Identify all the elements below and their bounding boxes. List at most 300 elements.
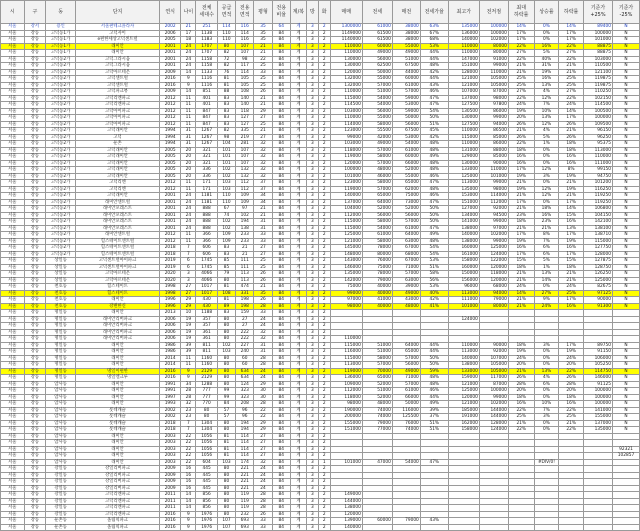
table-cell[interactable]: 87000 — [479, 89, 508, 96]
table-cell[interactable]: N — [612, 186, 639, 193]
table-cell[interactable]: 64000 — [362, 199, 392, 206]
table-cell[interactable]: 101 — [217, 154, 235, 161]
table-cell[interactable]: 2006 — [159, 329, 180, 336]
table-cell[interactable]: 고덕아르테온 — [76, 277, 160, 284]
table-cell[interactable]: 3 — [306, 316, 318, 323]
table-cell[interactable]: 139000 — [330, 518, 362, 525]
table-cell[interactable]: 서울 — [1, 108, 25, 115]
table-cell[interactable]: 12% — [534, 167, 559, 174]
table-cell[interactable]: 55500 — [362, 128, 392, 135]
table-cell[interactable]: 래미안 — [76, 297, 160, 304]
table-cell[interactable]: 68% — [420, 37, 448, 44]
table-cell[interactable]: 강동 — [24, 303, 45, 310]
table-cell[interactable]: 강동 — [24, 238, 45, 245]
table-cell[interactable]: 강동 — [24, 115, 45, 122]
table-cell[interactable]: 4066 — [196, 271, 217, 278]
table-cell[interactable]: 96000 — [448, 284, 479, 291]
table-cell[interactable]: N — [612, 102, 639, 109]
table-cell[interactable]: 160000 — [448, 264, 479, 271]
table-cell[interactable]: 2 — [318, 323, 330, 330]
table-cell[interactable]: 3 — [306, 167, 318, 174]
table-cell[interactable]: 3 — [306, 381, 318, 388]
table-cell[interactable]: 50000 — [392, 115, 420, 122]
table-cell[interactable]: 2 — [318, 414, 330, 421]
table-cell[interactable]: 90000 — [479, 342, 508, 349]
table-cell[interactable]: 22% — [559, 43, 584, 50]
table-cell[interactable]: 18% — [559, 147, 584, 154]
table-cell[interactable]: 35 — [254, 290, 272, 297]
table-cell[interactable]: 서울 — [1, 394, 25, 401]
table-cell[interactable]: 계 — [290, 303, 306, 310]
table-cell[interactable]: 계 — [290, 95, 306, 102]
table-cell[interactable]: 18 — [181, 37, 196, 44]
table-cell[interactable]: N — [612, 349, 639, 356]
table-cell[interactable]: 51% — [420, 427, 448, 434]
table-cell[interactable]: 2 — [318, 141, 330, 148]
table-cell[interactable]: 62000 — [392, 186, 420, 193]
table-cell[interactable]: 2 — [318, 498, 330, 505]
table-cell[interactable]: 15% — [559, 212, 584, 219]
table-cell[interactable]: 72 — [217, 56, 235, 63]
table-cell[interactable]: 1991 — [159, 381, 180, 388]
table-cell[interactable]: 계 — [290, 277, 306, 284]
table-cell[interactable]: 28% — [508, 381, 534, 388]
table-cell[interactable]: 2006 — [159, 30, 180, 37]
table-cell[interactable]: 둔촌동 — [46, 524, 76, 531]
table-cell[interactable]: N — [612, 284, 639, 291]
table-cell[interactable]: N — [612, 245, 639, 252]
table-cell[interactable]: 31 — [181, 134, 196, 141]
table-cell[interactable]: 19% — [508, 238, 534, 245]
table-cell[interactable]: 21% — [508, 271, 534, 278]
table-cell[interactable]: 암사동 — [46, 420, 76, 427]
table-cell[interactable]: 118 — [236, 108, 254, 115]
table-cell[interactable]: 계 — [290, 349, 306, 356]
table-cell[interactable]: 3 — [306, 173, 318, 180]
table-cell[interactable]: 53% — [420, 258, 448, 265]
table-cell[interactable]: 1976 — [196, 524, 217, 531]
table-cell[interactable]: 2 — [318, 238, 330, 245]
table-cell[interactable]: 888 — [196, 225, 217, 232]
table-cell[interactable]: 고덕동2가 — [46, 95, 76, 102]
table-cell[interactable]: 3% — [534, 414, 559, 421]
table-cell[interactable]: 44% — [420, 394, 448, 401]
table-cell[interactable]: 194 — [236, 427, 254, 434]
table-cell[interactable]: 27 — [236, 316, 254, 323]
table-cell[interactable]: 24 — [181, 206, 196, 213]
table-cell[interactable]: 3 — [306, 206, 318, 213]
table-cell[interactable]: 계 — [290, 453, 306, 460]
table-cell[interactable]: 계 — [290, 492, 306, 499]
table-cell[interactable]: 2 — [318, 368, 330, 375]
table-cell[interactable]: 75000 — [330, 284, 362, 291]
table-cell[interactable]: 상일동 — [46, 271, 76, 278]
table-cell[interactable]: 84 — [272, 297, 290, 304]
table-cell[interactable]: 52000 — [392, 206, 420, 213]
table-cell[interactable]: 고덕동2가 — [46, 121, 76, 128]
table-cell[interactable]: 48% — [420, 141, 448, 148]
table-cell[interactable]: 401 — [196, 102, 217, 109]
column-header[interactable]: 계/복 — [290, 1, 306, 24]
table-cell[interactable]: 3 — [306, 284, 318, 291]
table-cell[interactable]: 84 — [272, 498, 290, 505]
table-cell[interactable]: N — [612, 128, 639, 135]
table-cell[interactable]: 84 — [272, 180, 290, 187]
table-cell[interactable]: 계 — [290, 186, 306, 193]
table-cell[interactable]: 49% — [420, 232, 448, 239]
table-cell[interactable]: 서울 — [1, 362, 25, 369]
table-cell[interactable]: 16% — [508, 160, 534, 167]
table-cell[interactable]: 47% — [420, 102, 448, 109]
table-cell[interactable]: 80 — [217, 492, 235, 499]
table-cell[interactable]: 강동 — [24, 485, 45, 492]
table-cell[interactable]: 2003 — [159, 440, 180, 447]
table-cell[interactable]: 115000 — [330, 355, 362, 362]
table-cell[interactable]: 145000 — [330, 245, 362, 252]
table-cell[interactable]: 55000 — [392, 173, 420, 180]
table-cell[interactable]: 143000 — [330, 258, 362, 265]
table-cell[interactable]: 2 — [318, 206, 330, 213]
table-cell[interactable] — [612, 524, 639, 531]
column-header[interactable]: 전세가율 — [420, 1, 448, 24]
table-cell[interactable]: 14 — [181, 69, 196, 76]
table-cell[interactable]: 39000 — [392, 284, 420, 291]
table-cell[interactable]: 3 — [306, 388, 318, 395]
table-cell[interactable]: 고덕아르테온 — [76, 271, 160, 278]
table-cell[interactable]: 16% — [559, 245, 584, 252]
table-cell[interactable]: 58000 — [362, 154, 392, 161]
table-cell[interactable]: 97 — [236, 206, 254, 213]
table-cell[interactable]: 101000 — [330, 173, 362, 180]
table-cell[interactable]: N — [612, 232, 639, 239]
table-cell[interactable]: 100000 — [479, 24, 508, 31]
table-cell[interactable]: 힐스테이트센트럴 — [76, 245, 160, 252]
table-cell[interactable]: 3 — [306, 154, 318, 161]
table-cell[interactable]: 2018 — [159, 427, 180, 434]
table-cell[interactable]: 18% — [534, 206, 559, 213]
table-cell[interactable]: 80 — [217, 355, 235, 362]
table-cell[interactable]: 2 — [318, 121, 330, 128]
table-cell[interactable]: 21% — [559, 420, 584, 427]
table-cell[interactable]: 19 — [181, 329, 196, 336]
table-cell[interactable]: 강동 — [24, 258, 45, 265]
table-cell[interactable]: 서울 — [1, 76, 25, 83]
table-cell[interactable]: 88000 — [479, 147, 508, 154]
table-cell[interactable]: 2 — [318, 466, 330, 473]
table-cell[interactable]: 158000 — [448, 258, 479, 265]
table-cell[interactable]: 24 — [254, 375, 272, 382]
table-cell[interactable]: 151000 — [448, 199, 479, 206]
table-cell[interactable]: 강동 — [24, 394, 45, 401]
table-cell[interactable]: 2 — [318, 329, 330, 336]
table-cell[interactable]: 138710 — [583, 232, 612, 239]
table-cell[interactable]: 116250 — [583, 186, 612, 193]
table-cell[interactable]: 114 — [236, 446, 254, 453]
table-cell[interactable]: 66000 — [392, 394, 420, 401]
table-cell[interactable]: e편한세상고덕센트럴 — [76, 37, 160, 44]
table-cell[interactable]: 84 — [272, 485, 290, 492]
table-cell[interactable]: 2012 — [159, 238, 180, 245]
table-cell[interactable]: 335 — [236, 128, 254, 135]
table-cell[interactable]: 서울 — [1, 427, 25, 434]
table-cell[interactable]: 고덕리엔파크 — [76, 95, 160, 102]
table-cell[interactable]: 3 — [306, 108, 318, 115]
table-cell[interactable]: 124000 — [479, 251, 508, 258]
table-cell[interactable]: 21% — [559, 128, 584, 135]
table-cell[interactable]: 1158 — [196, 63, 217, 70]
table-cell[interactable]: 강동 — [24, 219, 45, 226]
table-cell[interactable]: N — [612, 264, 639, 271]
table-cell[interactable]: 서울 — [1, 277, 25, 284]
table-cell[interactable]: 125000 — [448, 388, 479, 395]
table-cell[interactable]: 147000 — [448, 56, 479, 63]
table-cell[interactable]: 46% — [420, 173, 448, 180]
table-cell[interactable]: 고덕래미안 — [76, 193, 160, 200]
table-cell[interactable]: 151000 — [448, 63, 479, 70]
table-cell[interactable]: 32 — [254, 154, 272, 161]
table-cell[interactable]: 계 — [290, 56, 306, 63]
table-cell[interactable]: 3 — [306, 121, 318, 128]
table-cell[interactable]: 30 — [254, 394, 272, 401]
table-cell[interactable]: 3 — [306, 141, 318, 148]
table-cell[interactable]: 104 — [217, 141, 235, 148]
table-cell[interactable]: 2018 — [159, 420, 180, 427]
table-cell[interactable]: 114 — [236, 440, 254, 447]
table-cell[interactable]: 78000 — [362, 245, 392, 252]
table-cell[interactable]: 47000 — [362, 459, 392, 466]
table-cell[interactable]: N — [612, 173, 639, 180]
table-cell[interactable]: 46000 — [362, 173, 392, 180]
table-cell[interactable]: 래미안 — [76, 310, 160, 317]
table-cell[interactable]: 43000 — [392, 297, 420, 304]
table-cell[interactable]: 84 — [272, 141, 290, 148]
table-cell[interactable]: 19% — [508, 349, 534, 356]
table-cell[interactable]: 222 — [236, 336, 254, 343]
table-cell[interactable]: 서울 — [1, 69, 25, 76]
table-cell[interactable]: 84 — [272, 388, 290, 395]
table-cell[interactable]: 2001 — [159, 219, 180, 226]
table-cell[interactable]: 321 — [196, 147, 217, 154]
table-cell[interactable]: 109500 — [583, 121, 612, 128]
table-cell[interactable]: 고덕아이파크 — [76, 108, 160, 115]
table-cell[interactable]: 19% — [508, 173, 534, 180]
table-cell[interactable]: 2 — [318, 472, 330, 479]
table-cell[interactable]: 계 — [290, 446, 306, 453]
table-cell[interactable]: 29 — [254, 420, 272, 427]
table-cell[interactable]: 24% — [534, 303, 559, 310]
table-cell[interactable]: 123000 — [330, 180, 362, 187]
table-cell[interactable]: 24% — [559, 355, 584, 362]
table-cell[interactable]: 18% — [508, 394, 534, 401]
table-cell[interactable]: 33 — [254, 232, 272, 239]
table-cell[interactable]: 22% — [559, 368, 584, 375]
table-cell[interactable]: 64 — [272, 24, 290, 31]
table-cell[interactable]: 2 — [318, 446, 330, 453]
table-cell[interactable]: 21% — [559, 180, 584, 187]
table-cell[interactable]: 54000 — [362, 225, 392, 232]
table-cell[interactable]: 3 — [306, 271, 318, 278]
table-cell[interactable]: 66000 — [392, 160, 420, 167]
table-cell[interactable]: 105000 — [479, 368, 508, 375]
table-cell[interactable]: 48% — [420, 186, 448, 193]
table-cell[interactable]: 76 — [217, 69, 235, 76]
table-cell[interactable]: 고덕동1가 — [46, 30, 76, 37]
table-cell[interactable]: 84 — [272, 167, 290, 174]
table-cell[interactable]: 88875 — [583, 50, 612, 57]
table-cell[interactable]: 80 — [217, 427, 235, 434]
table-cell[interactable]: 98000 — [479, 95, 508, 102]
table-cell[interactable]: 13% — [559, 225, 584, 232]
table-cell[interactable]: 57 — [217, 414, 235, 421]
column-header[interactable]: 동 — [46, 1, 76, 24]
table-cell[interactable]: 117 — [236, 63, 254, 70]
table-cell[interactable]: 60 — [236, 355, 254, 362]
table-cell[interactable]: 103000 — [330, 108, 362, 115]
table-cell[interactable]: 26 — [254, 271, 272, 278]
table-cell[interactable]: 84 — [272, 199, 290, 206]
table-cell[interactable]: 121100 — [583, 69, 612, 76]
table-cell[interactable]: 114000 — [330, 121, 362, 128]
table-cell[interactable]: 2003 — [159, 433, 180, 440]
table-cell[interactable]: 강동 — [24, 284, 45, 291]
table-cell[interactable]: 고덕아이파크 — [76, 121, 160, 128]
table-cell[interactable]: 110000 — [583, 154, 612, 161]
table-cell[interactable]: 84 — [272, 95, 290, 102]
table-cell[interactable]: 336 — [196, 173, 217, 180]
column-header[interactable]: 상승률 — [534, 1, 559, 24]
table-cell[interactable]: 강동 — [24, 173, 45, 180]
table-cell[interactable]: 고덕동2가 — [46, 82, 76, 89]
table-cell[interactable]: 18% — [508, 219, 534, 226]
table-cell[interactable]: 23 — [181, 407, 196, 414]
table-cell[interactable]: 2018 — [159, 245, 180, 252]
table-cell[interactable]: 서울 — [1, 505, 25, 512]
table-cell[interactable] — [479, 524, 508, 531]
table-cell[interactable]: 강동 — [24, 433, 45, 440]
table-cell[interactable]: 80000 — [479, 303, 508, 310]
table-cell[interactable]: 51000 — [392, 56, 420, 63]
table-cell[interactable]: 606 — [196, 245, 217, 252]
table-cell[interactable]: 49000 — [392, 290, 420, 297]
table-cell[interactable]: 서울 — [1, 316, 25, 323]
table-cell[interactable]: 27 — [236, 323, 254, 330]
table-cell[interactable]: 래미안 — [76, 394, 160, 401]
table-cell[interactable]: 58% — [420, 271, 448, 278]
table-cell[interactable]: 2 — [318, 342, 330, 349]
table-cell[interactable]: 고덕동2가 — [46, 108, 76, 115]
table-cell[interactable]: 24 — [181, 219, 196, 226]
table-cell[interactable]: 둔촌 — [76, 141, 160, 148]
column-header[interactable]: 하락률 — [559, 1, 584, 24]
table-cell[interactable]: 29 — [254, 427, 272, 434]
table-cell[interactable]: 105000 — [479, 82, 508, 89]
table-cell[interactable]: 110250 — [583, 89, 612, 96]
table-cell[interactable]: 114 — [217, 24, 235, 31]
table-cell[interactable]: 14% — [559, 24, 584, 31]
table-cell[interactable]: 1133 — [196, 69, 217, 76]
table-cell[interactable]: 84 — [272, 342, 290, 349]
table-cell[interactable]: 3 — [306, 492, 318, 499]
table-cell[interactable]: 2129 — [196, 375, 217, 382]
table-cell[interactable]: N — [612, 206, 639, 213]
table-cell[interactable]: 서울 — [1, 524, 25, 531]
table-cell[interactable]: 2001 — [159, 206, 180, 213]
table-cell[interactable]: 42% — [420, 69, 448, 76]
table-cell[interactable]: 고덕아이파크 — [76, 115, 160, 122]
table-cell[interactable]: 99000 — [479, 180, 508, 187]
table-cell[interactable]: N — [612, 167, 639, 174]
table-cell[interactable]: 119875 — [583, 82, 612, 89]
table-cell[interactable]: 110000 — [479, 167, 508, 174]
table-cell[interactable]: 힐스테이트센트럴 — [76, 251, 160, 258]
table-cell[interactable]: 96 — [236, 407, 254, 414]
table-cell[interactable]: 11 — [181, 115, 196, 122]
table-cell[interactable]: 3 — [306, 342, 318, 349]
table-cell[interactable]: 서울 — [1, 342, 25, 349]
table-cell[interactable]: 79 — [217, 271, 235, 278]
table-cell[interactable]: 357 — [196, 316, 217, 323]
table-cell[interactable]: 17% — [508, 37, 534, 44]
table-cell[interactable]: 108 — [236, 89, 254, 96]
table-cell[interactable]: 116 — [236, 37, 254, 44]
table-cell[interactable]: 110000 — [448, 128, 479, 135]
table-cell[interactable]: 강동 — [24, 420, 45, 427]
table-cell[interactable]: 서울 — [1, 206, 25, 213]
table-cell[interactable]: 57000 — [362, 186, 392, 193]
table-cell[interactable]: 140000 — [448, 355, 479, 362]
table-cell[interactable]: 21% — [508, 297, 534, 304]
table-cell[interactable]: 100000 — [479, 388, 508, 395]
table-cell[interactable]: 53000 — [392, 102, 420, 109]
table-cell[interactable]: 21% — [508, 180, 534, 187]
table-cell[interactable]: 9 — [181, 368, 196, 375]
table-cell[interactable]: 48% — [420, 238, 448, 245]
table-cell[interactable]: 2 — [318, 180, 330, 187]
table-cell[interactable]: 강일동 — [46, 511, 76, 518]
column-header[interactable]: 공급 면적 — [217, 1, 235, 24]
table-cell[interactable]: 119000 — [330, 186, 362, 193]
table-cell[interactable]: 105 — [236, 82, 254, 89]
table-cell[interactable]: 57000 — [392, 219, 420, 226]
table-cell[interactable]: 22 — [181, 446, 196, 453]
table-cell[interactable]: 19% — [508, 108, 534, 115]
table-cell[interactable]: 고덕동2가 — [46, 225, 76, 232]
table-cell[interactable]: 31 — [254, 225, 272, 232]
table-cell[interactable]: 서울 — [1, 323, 25, 330]
table-cell[interactable]: 54% — [420, 251, 448, 258]
table-cell[interactable]: 26% — [559, 134, 584, 141]
table-cell[interactable]: 2005 — [159, 154, 180, 161]
table-cell[interactable]: 125500 — [392, 414, 420, 421]
table-cell[interactable]: 138000 — [448, 362, 479, 369]
table-cell[interactable]: 계 — [290, 381, 306, 388]
table-cell[interactable]: 0% — [534, 427, 559, 434]
table-cell[interactable]: 강동 — [24, 102, 45, 109]
table-cell[interactable]: 16 — [181, 485, 196, 492]
table-cell[interactable]: 서울 — [1, 485, 25, 492]
table-cell[interactable]: 57000 — [392, 89, 420, 96]
table-cell[interactable]: 40% — [534, 56, 559, 63]
table-cell[interactable]: 159000 — [448, 375, 479, 382]
table-cell[interactable]: 2 — [318, 245, 330, 252]
table-cell[interactable]: 51% — [420, 121, 448, 128]
table-cell[interactable]: 강동 — [24, 524, 45, 531]
table-cell[interactable]: 78000 — [362, 271, 392, 278]
table-cell[interactable]: 27 — [254, 446, 272, 453]
table-cell[interactable]: 83 — [217, 310, 235, 317]
table-cell[interactable]: 래미안 — [76, 342, 160, 349]
table-cell[interactable]: 24% — [508, 284, 534, 291]
